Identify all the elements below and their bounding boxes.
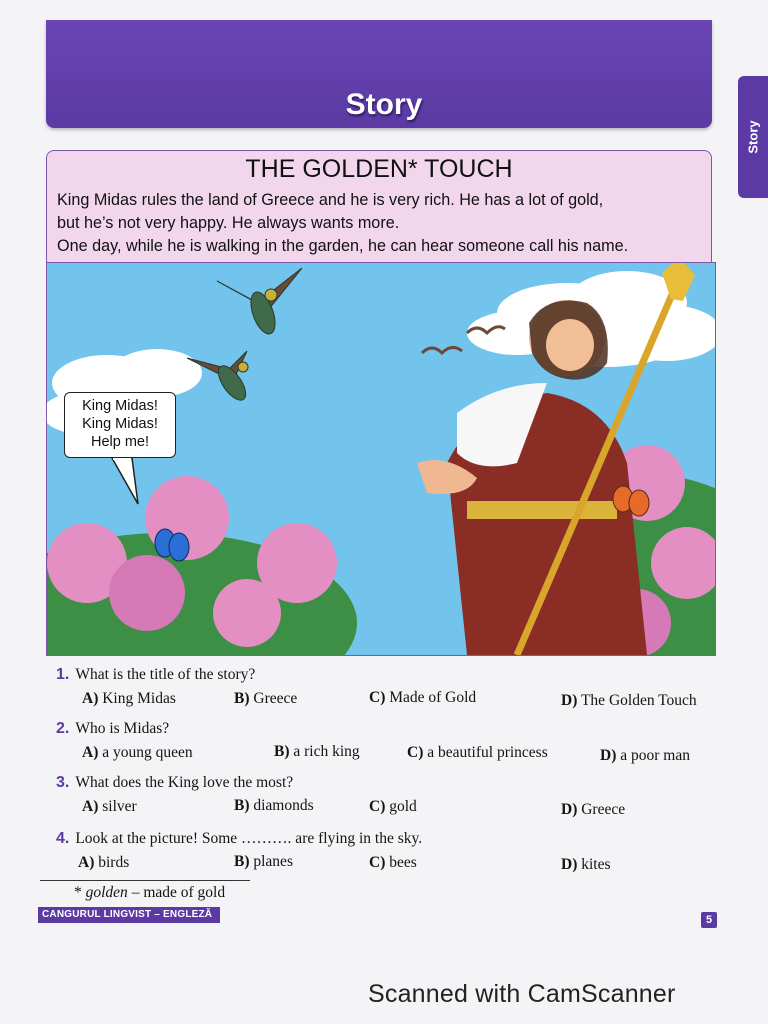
option-c[interactable]: C) Made of Gold	[369, 689, 477, 706]
option-d[interactable]: D) kites	[561, 856, 611, 873]
question-number: 4.	[56, 830, 70, 847]
option-c[interactable]: C) gold	[369, 798, 417, 815]
speech-line: King Midas!	[82, 398, 158, 414]
option-c[interactable]: C) a beautiful princess	[407, 744, 548, 761]
option-d[interactable]: D) Greece	[561, 801, 626, 818]
question-number: 1.	[56, 666, 70, 683]
story-illustration	[46, 262, 716, 656]
option-a[interactable]: A) King Midas	[82, 690, 176, 707]
footnote-definition: – made of gold	[131, 884, 226, 901]
speech-line: King Midas!	[82, 416, 158, 432]
side-tab-label: Story	[745, 120, 761, 154]
option-a[interactable]: A) birds	[78, 854, 130, 871]
option-a[interactable]: A) a young queen	[82, 744, 193, 761]
option-b[interactable]: B) a rich king	[274, 743, 360, 760]
story-panel	[46, 150, 712, 264]
question-text: What is the title of the story?	[75, 666, 256, 683]
speech-bubble	[64, 392, 176, 458]
option-c[interactable]: C) bees	[369, 854, 417, 871]
footnote-word: golden	[85, 884, 128, 901]
page-title: Story	[345, 88, 423, 121]
garden-scene-image	[47, 263, 715, 655]
footnote: * golden – made of gold	[74, 884, 226, 901]
question-text: Who is Midas?	[75, 720, 170, 737]
footer-label: CANGURUL LINGVIST – ENGLEZĂ	[38, 907, 220, 923]
story-text	[57, 189, 707, 258]
option-a[interactable]: A) silver	[82, 798, 137, 815]
page-number: 5	[701, 912, 717, 928]
story-line: One day, while he is walking in the garden, he can hear someone call his name.	[57, 237, 629, 255]
question-number: 3.	[56, 774, 70, 791]
speech-bubble-tail	[110, 458, 144, 506]
question-text: What does the King love the most?	[75, 774, 294, 791]
question-3	[56, 774, 293, 792]
question-2	[56, 720, 169, 738]
side-tab	[738, 76, 768, 198]
scanner-watermark: Scanned with CamScanner	[368, 980, 676, 1008]
story-line: but he’s not very happy. He always wants more.	[57, 214, 400, 232]
question-4	[56, 830, 422, 848]
question-text: Look at the picture! Some ………. are flying in the sky.	[75, 830, 423, 847]
speech-line: Help me!	[90, 434, 150, 450]
question-1	[56, 666, 255, 684]
question-number: 2.	[56, 720, 70, 737]
option-d[interactable]: D) a poor man	[600, 747, 690, 764]
option-b[interactable]: B) planes	[234, 853, 293, 870]
option-b[interactable]: B) diamonds	[234, 797, 314, 814]
option-d[interactable]: D) The Golden Touch	[561, 692, 697, 709]
option-b[interactable]: B) Greece	[234, 690, 298, 707]
footnote-divider	[40, 880, 250, 881]
story-title: THE GOLDEN* TOUCH	[245, 155, 513, 183]
story-line: King Midas rules the land of Greece and he is very rich. He has a lot of gold,	[57, 191, 604, 209]
